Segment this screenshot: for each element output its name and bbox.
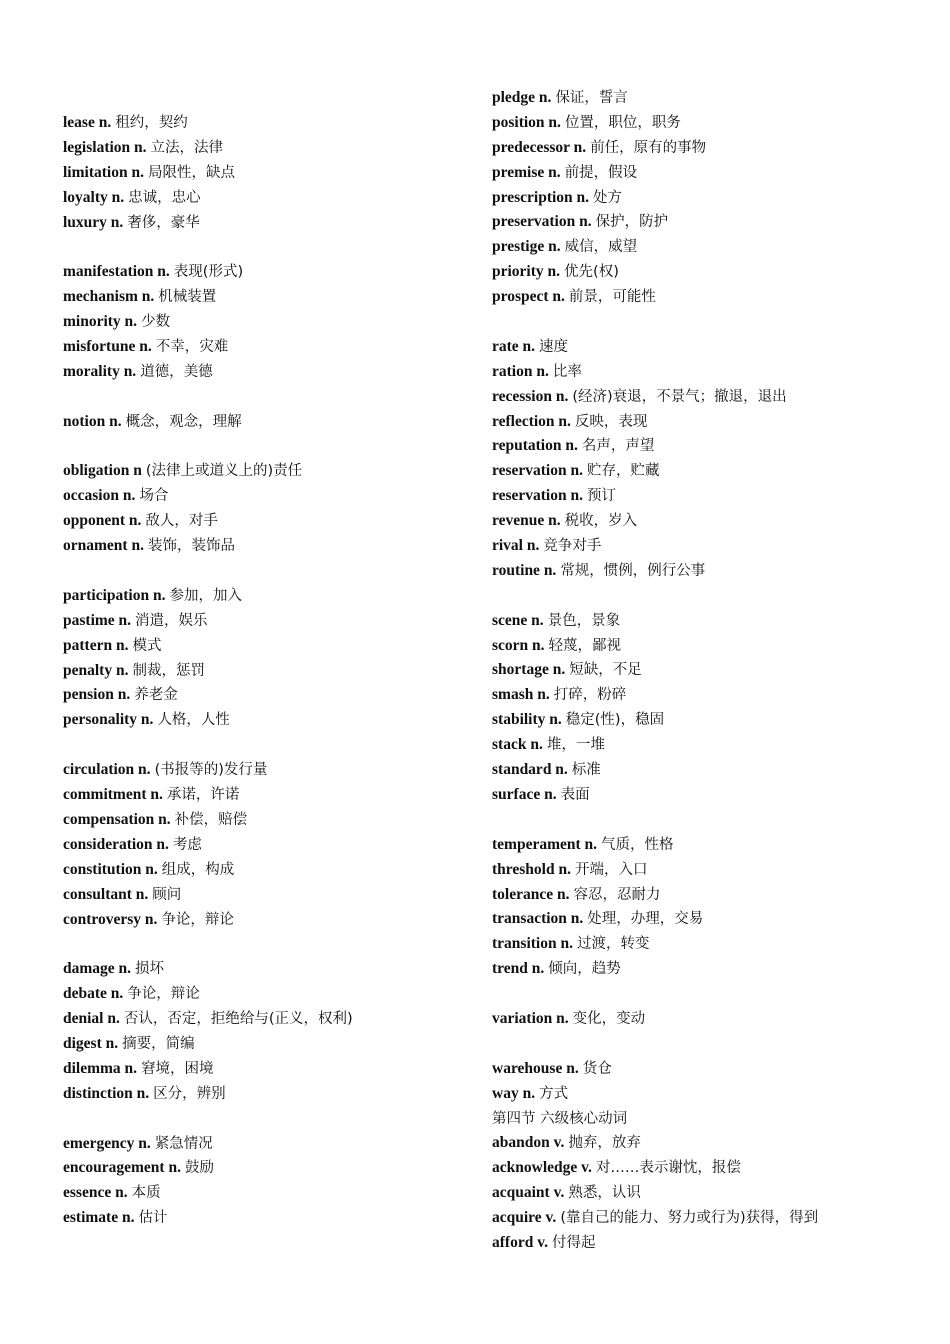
headword: trend n. (492, 960, 545, 978)
blank-line (63, 931, 473, 956)
definition: 付得起 (551, 1234, 596, 1251)
definition: 养老金 (134, 687, 178, 704)
vocab-entry (492, 110, 932, 135)
headword: reflection n. (492, 412, 571, 430)
definition: 窘境，困境 (141, 1060, 214, 1077)
definition: 优先(权) (564, 264, 619, 281)
headword: standard n. (492, 761, 568, 779)
vocab-entry (492, 1205, 932, 1230)
vocab-entry (63, 633, 473, 658)
definition: 倾向，趋势 (548, 961, 621, 978)
headword: reservation n. (492, 462, 583, 480)
vocab-entry (63, 882, 473, 907)
definition: 人格，人性 (157, 712, 230, 729)
definition: 轻蔑，鄙视 (548, 637, 622, 654)
headword: obligation n (63, 462, 142, 480)
definition: 组成，构成 (161, 861, 235, 878)
vocab-entry (63, 259, 473, 284)
blank-line (492, 1031, 932, 1056)
vocab-entry (63, 135, 473, 160)
headword: digest n. (63, 1034, 119, 1052)
headword: position n. (492, 113, 561, 131)
vocab-entry (492, 906, 932, 931)
headword: prospect n. (492, 288, 565, 306)
definition: 抛弃，放弃 (568, 1135, 641, 1152)
definition: 损坏 (135, 961, 165, 978)
definition: 争论，辩论 (127, 986, 200, 1003)
vocab-entry (63, 533, 473, 558)
vocab-entry (492, 931, 932, 956)
blank-line (492, 309, 932, 334)
headword: occasion n. (63, 487, 136, 505)
vocab-entry (492, 359, 932, 384)
vocab-entry (492, 633, 932, 658)
vocab-entry (492, 409, 932, 434)
headword: threshold n. (492, 860, 571, 878)
headword: shortage n. (492, 661, 566, 679)
definition: 速度 (539, 338, 569, 355)
definition: 顾问 (152, 886, 182, 903)
definition: (经济)衰退，不景气；撤退，退出 (572, 388, 787, 405)
vocab-entry (492, 558, 932, 583)
definition: 处方 (593, 189, 623, 206)
vocab-entry (492, 707, 932, 732)
blank-line (63, 234, 473, 259)
vocab-entry (63, 483, 473, 508)
vocab-entry (492, 1130, 932, 1155)
definition: 短缺，不足 (569, 662, 642, 679)
headword: surface n. (492, 785, 557, 803)
definition: 鼓励 (184, 1160, 214, 1177)
vocab-entry (63, 707, 473, 732)
definition: 名声，声望 (581, 438, 655, 455)
headword: ration n. (492, 362, 549, 380)
definition: 标准 (571, 762, 601, 779)
vocab-entry (492, 508, 932, 533)
definition: 开端，入口 (574, 861, 648, 878)
vocab-entry (492, 657, 932, 682)
blank-line (63, 434, 473, 459)
vocab-entry (492, 956, 932, 981)
headword: morality n. (63, 362, 137, 380)
definition: 威信，威望 (564, 239, 638, 256)
headword: personality n. (63, 711, 154, 729)
definition: 模式 (132, 637, 162, 654)
vocab-entry (63, 1131, 473, 1156)
definition: 参加，加入 (169, 587, 242, 604)
definition: 堆，一堆 (546, 737, 605, 754)
definition: 表现(形式) (173, 264, 244, 281)
definition: 敌人，对手 (145, 513, 218, 530)
headword: consideration n. (63, 835, 169, 853)
blank-line (492, 583, 932, 608)
headword: opponent n. (63, 512, 142, 530)
definition: 道德，美德 (140, 363, 213, 380)
definition: 否认，否定，拒绝给与(正义，权利) (123, 1011, 353, 1028)
definition: 不幸，灾难 (155, 339, 229, 356)
definition: 制裁，惩罚 (132, 662, 205, 679)
vocab-entry (63, 682, 473, 707)
headword: way n. (492, 1084, 536, 1102)
definition: 熟悉，认识 (568, 1185, 641, 1202)
vocab-entry (492, 85, 932, 110)
headword: participation n. (63, 586, 166, 604)
vocab-entry (492, 1180, 932, 1205)
vocab-entry (63, 1205, 473, 1230)
headword: prestige n. (492, 238, 561, 256)
definition: 容忍，忍耐力 (573, 886, 661, 903)
headword: loyalty n. (63, 188, 125, 206)
vocab-entry (492, 533, 932, 558)
definition: 气质，性格 (601, 836, 674, 853)
vocab-entry (63, 757, 473, 782)
vocab-entry (63, 956, 473, 981)
vocab-entry (492, 433, 932, 458)
headword: encouragement n. (63, 1159, 181, 1177)
headword: constitution n. (63, 860, 158, 878)
definition: 处理，办理，交易 (587, 911, 704, 928)
vocab-entry (492, 234, 932, 259)
headword: pension n. (63, 686, 131, 704)
definition: (靠自己的能力、努力或行为)获得，得到 (560, 1210, 819, 1227)
vocab-entry (63, 907, 473, 932)
definition: 装饰，装饰品 (147, 538, 235, 555)
headword: rival n. (492, 537, 540, 555)
vocab-entry (492, 209, 932, 234)
headword: controversy n. (63, 910, 158, 928)
vocab-entry (492, 1056, 932, 1081)
vocab-entry (63, 981, 473, 1006)
definition: 考虑 (172, 836, 202, 853)
vocab-entry (63, 458, 473, 483)
headword: consultant n. (63, 885, 149, 903)
vocab-entry (63, 185, 473, 210)
vocab-entry (63, 608, 473, 633)
definition: 区分，辨别 (153, 1085, 226, 1102)
right-column (492, 85, 932, 1255)
definition: 场合 (139, 488, 169, 505)
definition: 稳定(性)，稳固 (565, 712, 665, 729)
definition: (书报等的)发行量 (154, 762, 268, 779)
headword: luxury n. (63, 213, 124, 231)
section-heading-text: 第四节 六级核心动词 (492, 1110, 628, 1127)
vocab-entry (492, 1155, 932, 1180)
headword: reputation n. (492, 437, 578, 455)
headword: damage n. (63, 960, 132, 978)
definition: 前景，可能性 (568, 289, 656, 306)
definition: 争论，辩论 (161, 911, 234, 928)
headword: stability n. (492, 711, 562, 729)
definition: 估计 (138, 1210, 168, 1227)
definition: 本质 (131, 1185, 161, 1202)
left-column (63, 110, 473, 1230)
definition: 方式 (539, 1085, 569, 1102)
vocab-entry (492, 259, 932, 284)
vocab-entry (63, 409, 473, 434)
blank-line (63, 558, 473, 583)
vocab-entry (492, 757, 932, 782)
headword: pledge n. (492, 89, 552, 106)
headword: scorn n. (492, 636, 545, 654)
vocab-entry (63, 857, 473, 882)
definition: 补偿，赔偿 (174, 811, 248, 828)
headword: afford v. (492, 1233, 548, 1251)
headword: mechanism n. (63, 288, 155, 306)
headword: lease n. (63, 114, 112, 131)
headword: limitation n. (63, 163, 144, 181)
vocab-entry (63, 832, 473, 857)
vocab-entry (492, 857, 932, 882)
vocab-entry (492, 882, 932, 907)
definition: 对……表示谢忱，报偿 (595, 1160, 741, 1177)
vocab-entry (63, 1031, 473, 1056)
vocab-entry (492, 185, 932, 210)
definition: 奢侈，豪华 (127, 214, 200, 231)
section-heading (492, 1106, 932, 1131)
definition: 贮存，贮藏 (586, 463, 660, 480)
vocab-entry (492, 608, 932, 633)
definition: 前提，假设 (564, 164, 638, 181)
definition: 保护，防护 (595, 214, 669, 231)
vocab-entry (492, 483, 932, 508)
headword: emergency n. (63, 1134, 151, 1152)
headword: denial n. (63, 1010, 120, 1028)
vocab-entry (63, 658, 473, 683)
definition: 保证，誓言 (555, 90, 628, 106)
definition: 消遣，娱乐 (135, 612, 208, 629)
headword: acquire v. (492, 1209, 557, 1227)
headword: compensation n. (63, 810, 171, 828)
vocab-entry (63, 1081, 473, 1106)
vocab-entry (492, 832, 932, 857)
blank-line (63, 384, 473, 409)
vocab-entry (492, 782, 932, 807)
vocab-entry (63, 210, 473, 235)
definition: 常规，惯例，例行公事 (560, 562, 706, 579)
definition: 摘要，简编 (122, 1035, 195, 1052)
headword: preservation n. (492, 213, 592, 231)
definition: 立法，法律 (150, 139, 224, 156)
blank-line (492, 981, 932, 1006)
vocab-entry (492, 284, 932, 309)
definition: 承诺，许诺 (166, 787, 240, 804)
vocab-entry (63, 583, 473, 608)
headword: penalty n. (63, 661, 129, 679)
vocab-entry (63, 160, 473, 185)
vocab-entry (63, 110, 473, 135)
headword: transition n. (492, 935, 573, 953)
headword: ornament n. (63, 537, 144, 555)
headword: revenue n. (492, 512, 561, 530)
vocab-entry (492, 1006, 932, 1031)
headword: recession n. (492, 387, 569, 405)
vocab-entry (492, 160, 932, 185)
vocab-entry (63, 1056, 473, 1081)
definition: 竞争对手 (543, 538, 602, 555)
headword: tolerance n. (492, 885, 570, 903)
headword: acknowledge v. (492, 1159, 592, 1177)
headword: notion n. (63, 412, 122, 430)
vocab-entry (492, 1081, 932, 1106)
blank-line (492, 807, 932, 832)
definition: 少数 (141, 314, 171, 331)
headword: circulation n. (63, 761, 151, 779)
headword: warehouse n. (492, 1059, 579, 1077)
definition: 景色，景象 (547, 612, 621, 629)
headword: minority n. (63, 313, 138, 331)
definition: 位置，职位，职务 (564, 114, 681, 131)
headword: commitment n. (63, 786, 163, 804)
vocab-entry (492, 732, 932, 757)
headword: transaction n. (492, 910, 584, 928)
definition: 概念，观念，理解 (125, 413, 242, 430)
vocab-entry (63, 807, 473, 832)
headword: prescription n. (492, 188, 590, 206)
vocab-entry (63, 284, 473, 309)
headword: estimate n. (63, 1209, 135, 1227)
blank-line (63, 732, 473, 757)
headword: reservation n. (492, 487, 583, 505)
headword: smash n. (492, 686, 550, 704)
vocab-entry (492, 682, 932, 707)
headword: temperament n. (492, 835, 598, 853)
vocab-entry (63, 508, 473, 533)
definition: 税收，岁入 (564, 513, 638, 530)
vocab-entry (63, 309, 473, 334)
vocab-entry (492, 458, 932, 483)
definition: 反映，表现 (574, 413, 648, 430)
headword: dilemma n. (63, 1059, 138, 1077)
vocab-entry (492, 135, 932, 160)
definition: 紧急情况 (154, 1135, 213, 1152)
vocab-entry (63, 1155, 473, 1180)
headword: stack n. (492, 736, 543, 754)
headword: variation n. (492, 1009, 569, 1027)
vocab-entry (492, 1230, 932, 1255)
vocab-entry (63, 1006, 473, 1031)
headword: manifestation n. (63, 263, 170, 281)
definition: 货仓 (582, 1060, 612, 1077)
vocab-entry (492, 384, 932, 409)
headword: scene n. (492, 611, 544, 629)
definition: 预订 (586, 488, 616, 505)
headword: pastime n. (63, 611, 132, 629)
headword: abandon v. (492, 1134, 565, 1152)
definition: 机械装置 (158, 289, 217, 306)
headword: debate n. (63, 985, 124, 1003)
definition: 前任，原有的事物 (590, 139, 707, 156)
headword: acquaint v. (492, 1184, 565, 1202)
headword: predecessor n. (492, 138, 587, 156)
headword: legislation n. (63, 138, 147, 156)
headword: misfortune n. (63, 338, 152, 356)
definition: 租约，契约 (115, 115, 188, 131)
definition: 变化，变动 (572, 1010, 646, 1027)
vocab-entry (63, 1180, 473, 1205)
definition: 比率 (552, 363, 582, 380)
blank-line (63, 1106, 473, 1131)
headword: essence n. (63, 1184, 128, 1202)
vocab-entry (492, 334, 932, 359)
vocab-entry (63, 359, 473, 384)
headword: distinction n. (63, 1084, 150, 1102)
definition: 打碎，粉碎 (553, 687, 627, 704)
headword: premise n. (492, 163, 561, 181)
headword: pattern n. (63, 636, 129, 654)
definition: 表面 (560, 786, 590, 803)
vocab-entry (63, 782, 473, 807)
definition: 局限性，缺点 (147, 164, 235, 181)
headword: routine n. (492, 561, 557, 579)
definition: 过渡，转变 (576, 936, 650, 953)
definition: 忠诚，忠心 (128, 189, 201, 206)
vocab-entry (63, 334, 473, 359)
headword: priority n. (492, 263, 561, 281)
definition: (法律上或道义上的)责任 (145, 463, 303, 480)
headword: rate n. (492, 337, 536, 355)
